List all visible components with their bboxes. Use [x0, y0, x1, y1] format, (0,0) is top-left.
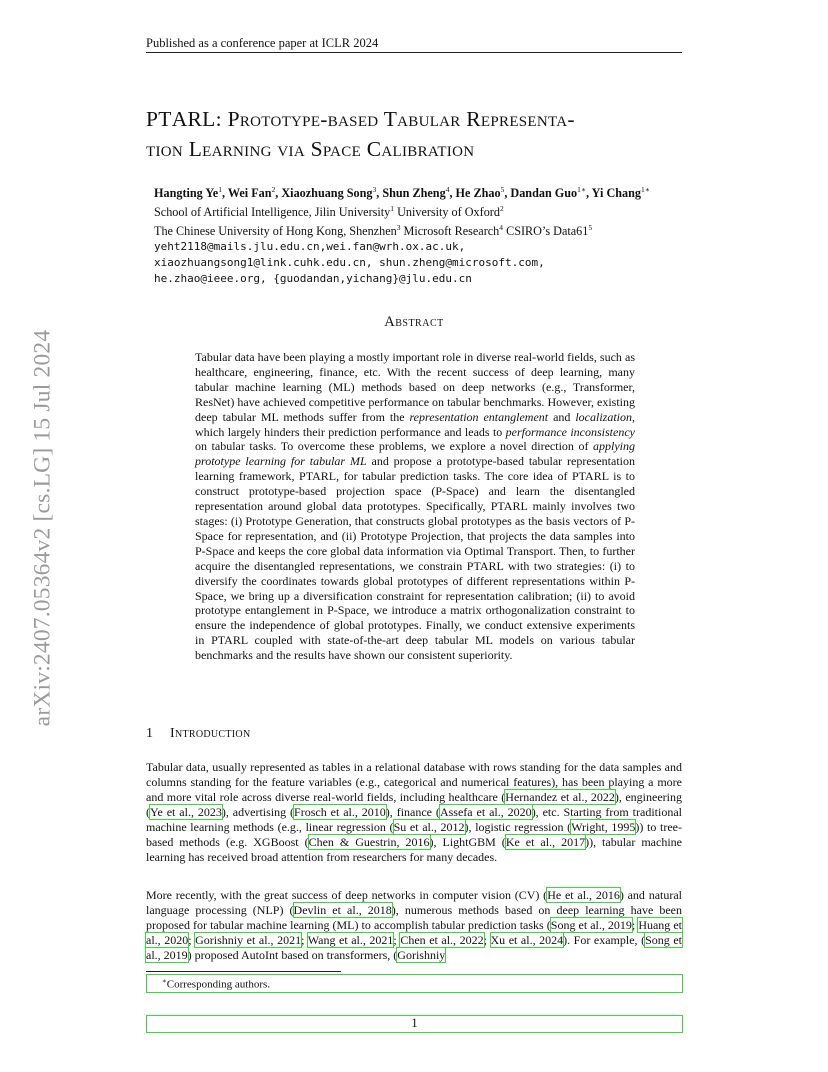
citation-link[interactable]: Gorishniy et al., 2021	[195, 933, 302, 947]
email-line-1	[154, 239, 714, 255]
page-number: 1	[411, 1016, 418, 1030]
body-text: ), numerous methods based on deep learning have been proposed for tabular machine learning (ML) to accomplish tabular prediction tasks (	[146, 903, 683, 932]
abstract-emph: localization	[575, 409, 632, 424]
citation-link[interactable]: Assefa et al., 2020	[439, 805, 532, 819]
author-name: Shun Zheng	[382, 186, 446, 201]
author-name: Hangting Ye	[154, 186, 219, 201]
title-a: A	[171, 107, 188, 131]
body-text: ). For example, (	[563, 933, 646, 947]
abstract-heading: Abstract	[384, 314, 444, 330]
citation-link[interactable]: Chen et al., 2022	[400, 933, 484, 947]
citation-link[interactable]: Song et al., 2019	[146, 933, 682, 962]
abstract-text: , which largely hinders their prediction performance and leads to	[195, 409, 635, 439]
author-affiliation-sup: 1	[218, 185, 222, 194]
affiliation-jlu: School of Artificial Intelligence, Jilin University	[154, 205, 391, 220]
author-affiliation-sup: 2	[271, 185, 276, 194]
affiliation-line-1	[154, 201, 714, 220]
body-text: ), LightGBM (	[429, 835, 506, 849]
abstract-body	[195, 350, 635, 663]
abstract-emph: applying prototype learning for tabular ML	[195, 439, 635, 469]
intro-paragraph-2	[146, 888, 682, 963]
citation-link[interactable]: Wang et al., 2021	[307, 933, 394, 947]
affiliation-sup: 4	[499, 223, 504, 233]
email-link[interactable]: yeht2118@mails.jlu.edu.cn,	[154, 240, 327, 254]
citation-link[interactable]: Wright, 1995	[571, 820, 636, 834]
abstract-emph: representation entanglement	[409, 409, 549, 424]
body-text: ) and natural language processing (NLP) (	[146, 888, 683, 917]
footnote	[162, 977, 270, 991]
citation-link[interactable]: He et al., 2016	[547, 888, 620, 902]
citation-link[interactable]: Hernandez et al., 2022	[505, 790, 615, 804]
affiliation-line-2	[154, 220, 714, 239]
section-heading-introduction	[146, 726, 250, 742]
email-line-3	[154, 271, 714, 287]
email-link[interactable]: xiaozhuangsong1@link.cuhk.edu.cn,	[154, 256, 373, 270]
body-text: )), tabular machine learning has received broad attention from researchers for many decades.	[146, 835, 682, 864]
abstract-text: Tabular data have been playing a mostly important role in diverse real-world fields, such as healthcare, engineering, finance, etc. With the recent success of deep learning, many tabular machine learning (ML) methods based on deep networks (e.g., Transformer, ResNet) have achieved competitive performance on tabular benchmarks. However, existing deep tabular ML methods suffer from the	[195, 350, 635, 424]
citation-link[interactable]: Gorishniy	[397, 948, 446, 962]
author-name: Yi Chang	[591, 186, 641, 201]
author-names: Hangting Ye$^1$, Wei Fan$^2$, Xiaozhuang Song$^3$, Shun Zheng$^4$, He Zhao$^5$, Dandan Guo$^{1∗}$, Yi Chang$^{1∗}$	[154, 185, 650, 201]
citation-link[interactable]: Huang et al., 2020	[146, 918, 683, 947]
author-name: Wei Fan	[227, 186, 272, 201]
author-name: He Zhao	[455, 186, 501, 201]
footnote-rule	[146, 971, 341, 972]
body-text: ), finance (	[385, 805, 440, 819]
header-rule	[146, 52, 682, 53]
affiliation-sup: 2	[499, 204, 504, 214]
affiliation-msr: Microsoft Research	[400, 224, 500, 239]
affiliation-csiro: CSIRO’s Data61	[503, 224, 589, 239]
citation-link[interactable]: Devlin et al., 2018	[293, 903, 392, 917]
title-pt: PT	[146, 107, 172, 131]
body-text: ;	[483, 933, 491, 947]
title-line2: tion Learning via Space Calibration	[146, 137, 475, 161]
citation-link[interactable]: Xu et al., 2024	[490, 933, 564, 947]
email-link[interactable]: he.zhao@ieee.org,	[154, 272, 267, 286]
body-text: Tabular data, usually represented as tables in a relational database with rows standing for the data samples and columns standing for the feature variables (e.g., categorical and numerical features), has been playing a more and more vital role across diverse real-world fields, including healthcare (	[146, 760, 682, 804]
author-affiliation-sup: 3	[372, 185, 377, 194]
abstract-emph: performance inconsistency	[505, 424, 635, 439]
citation-link[interactable]: Ke et al., 2017	[505, 835, 586, 849]
footnote-mark: ∗	[162, 977, 167, 985]
citation-link[interactable]: Su et al., 2012	[393, 820, 465, 834]
author-affiliation-sup: 4	[445, 185, 450, 194]
affiliation-sup: 1	[390, 204, 395, 214]
title-rl: RL:	[187, 107, 228, 131]
author-affiliation-sup: 1∗	[577, 185, 586, 194]
body-text: ;	[301, 933, 308, 947]
body-text: ;	[631, 918, 639, 932]
body-text: ), advertising (	[221, 805, 295, 819]
citation-link[interactable]: Song et al., 2019	[550, 918, 632, 932]
abstract-text: and	[548, 409, 576, 424]
affiliation-sup: 5	[588, 223, 593, 233]
intro-paragraph-1	[146, 760, 682, 865]
body-text: ), logistic regression (	[464, 820, 572, 834]
footnote-text: Corresponding authors.	[166, 978, 271, 991]
author-name: Xiaozhuang Song	[281, 186, 373, 201]
email-line-2	[154, 255, 714, 271]
email-link[interactable]: shun.zheng@microsoft.com,	[379, 256, 545, 270]
affiliation-cuhk: The Chinese University of Hong Kong, Shenzhen	[154, 224, 397, 239]
body-text: More recently, with the great success of deep networks in computer vision (CV) (	[146, 888, 548, 902]
citation-link[interactable]: Ye et al., 2023	[150, 805, 222, 819]
body-text: ;	[393, 933, 401, 947]
citation-link[interactable]: Chen & Guestrin, 2016	[308, 835, 430, 849]
affiliation-oxford: University of Oxford	[394, 205, 500, 220]
citation-link[interactable]: Frosch et al., 2010	[294, 805, 386, 819]
section-title: Introduction	[170, 726, 251, 741]
body-text: ) proposed AutoInt based on transformers, (	[187, 948, 398, 962]
paper-title	[146, 104, 706, 164]
arxiv-identifier: arXiv:2407.05364v2 [cs.LG] 15 Jul 2024	[29, 329, 56, 727]
author-name: Dandan Guo	[510, 186, 578, 201]
body-text: ;	[188, 933, 196, 947]
running-header: Published as a conference paper at ICLR 2024	[146, 36, 379, 50]
title-line1: Prototype-based Tabular Representa-	[227, 107, 575, 131]
author-block	[154, 182, 714, 287]
affiliation-sup: 3	[396, 223, 401, 233]
body-text: ), etc. Starting from traditional machine learning methods (e.g., linear regression (	[146, 805, 682, 834]
email-link[interactable]: {guodandan,yichang}@jlu.edu.cn	[273, 272, 472, 286]
body-text: )) to tree-based methods (e.g. XGBoost (	[146, 820, 682, 849]
abstract-text: on tabular tasks. To overcome these problems, we explore a novel direction of	[195, 439, 593, 454]
author-affiliation-sup: 5	[500, 185, 505, 194]
abstract-text: and propose a prototype-based tabular representation learning framework, PTARL, for tabular prediction tasks. The core idea of PTARL is to construct prototype-based projection space (P-Space) and learn the disentangled representation around global data prototypes. Specifically, PTARL mainly involves two stages: (i) Prototype Generation, that constructs global prototypes as the basis vectors of P-Space for representation, and (ii) Prototype Projection, that projects the data samples into P-Space and keeps the core global data information via Optimal Transport. Then, to further acquire the disentangled representations, we constrain PTARL with two strategies: (i) to diversify the coordinates towards global prototypes of different representations within P-Space, we bring up a diversification constraint for representation calibration; (ii) to avoid prototype entanglement in P-Space, we introduce a matrix orthogonalization constraint to ensure the independence of global prototypes. Finally, we conduct extensive experiments in PTARL coupled with state-of-the-art deep tabular ML models on various tabular benchmarks and the results have shown our consistent superiority.	[195, 454, 635, 663]
body-text: ), engineering (	[146, 790, 682, 819]
section-number: 1	[146, 726, 154, 741]
author-affiliation-sup: 1∗	[640, 185, 650, 194]
email-link[interactable]: wei.fan@wrh.ox.ac.uk,	[326, 240, 466, 254]
